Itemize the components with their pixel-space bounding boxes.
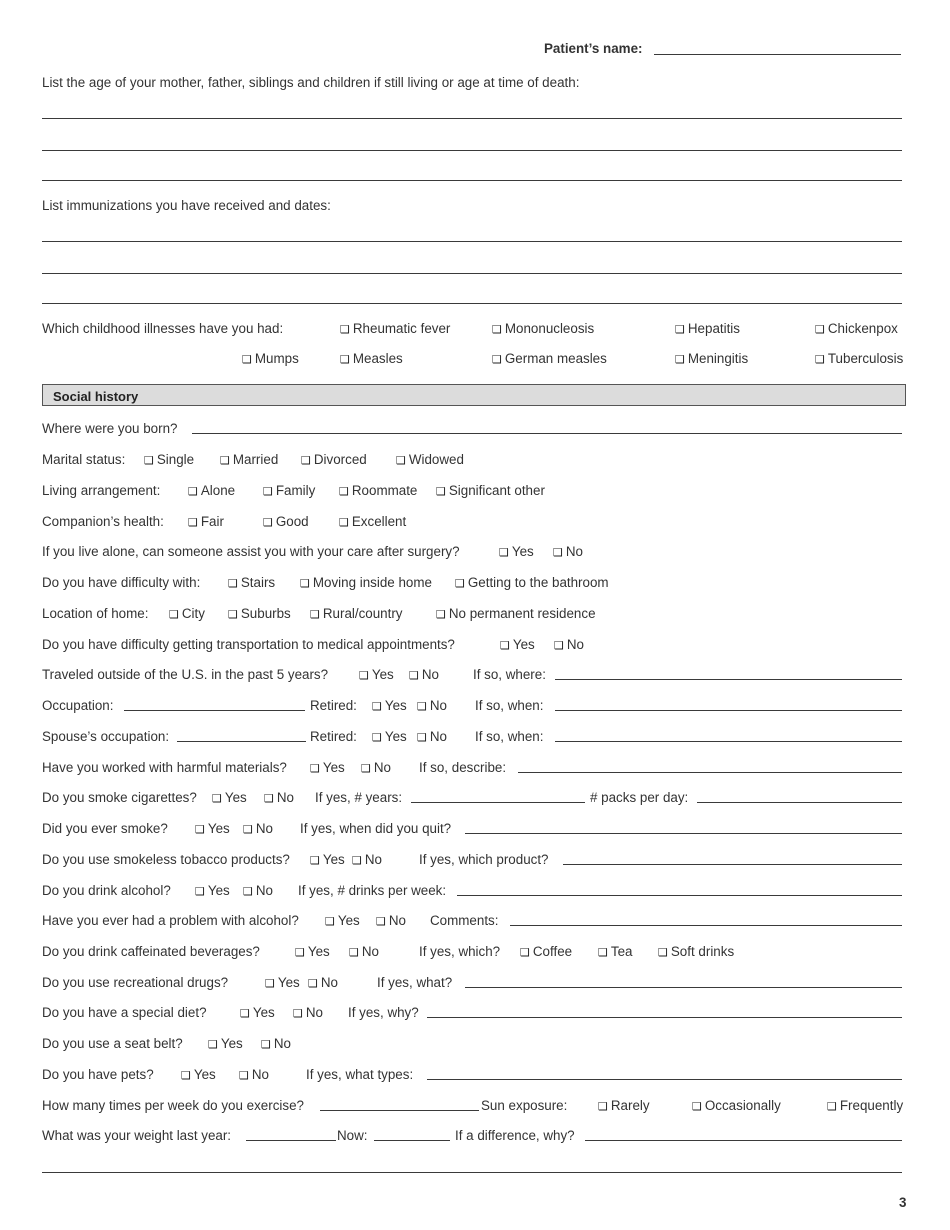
checkbox-transport-yes[interactable]: ❑ Yes xyxy=(500,637,535,652)
quit-label: If yes, when did you quit? xyxy=(300,821,452,836)
family-ages-line-2[interactable] xyxy=(42,150,902,151)
spouse-when-label: If so, when: xyxy=(475,729,544,744)
checkbox-transport-no[interactable]: ❑ No xyxy=(554,637,584,652)
checkbox-rural[interactable]: ❑ Rural/country xyxy=(310,606,403,621)
checkbox-icon: ❑ xyxy=(409,670,419,682)
diet-why-label: If yes, why? xyxy=(348,1005,419,1020)
checkbox-icon: ❑ xyxy=(417,732,427,744)
checkbox-diet-yes[interactable]: ❑ Yes xyxy=(240,1005,275,1020)
drinks-per-week-label: If yes, # drinks per week: xyxy=(298,883,447,898)
caffeine-label: Do you drink caffeinated beverages? xyxy=(42,944,260,959)
smoke-years-field[interactable] xyxy=(411,802,585,803)
occupation-label: Occupation: xyxy=(42,698,114,713)
checkbox-alcprob-no[interactable]: ❑ No xyxy=(376,913,406,928)
checkbox-fair[interactable]: ❑ Fair xyxy=(188,514,224,529)
spouse-occupation-label: Spouse’s occupation: xyxy=(42,729,170,744)
checkbox-retired-no[interactable]: ❑ No xyxy=(417,698,447,713)
pets-types-field[interactable] xyxy=(427,1079,902,1080)
checkbox-icon: ❑ xyxy=(658,947,668,959)
checkbox-icon: ❑ xyxy=(240,1008,250,1020)
travel-where-label: If so, where: xyxy=(473,667,546,682)
checkbox-icon: ❑ xyxy=(436,609,446,621)
spouse-occupation-field[interactable] xyxy=(177,741,306,742)
checkbox-measles[interactable]: ❑ Measles xyxy=(340,351,403,366)
drugs-label: Do you use recreational drugs? xyxy=(42,975,229,990)
checkbox-icon: ❑ xyxy=(554,640,564,652)
drugs-what-field[interactable] xyxy=(465,987,902,988)
checkbox-icon: ❑ xyxy=(417,701,427,713)
patient-name-field[interactable] xyxy=(654,54,901,55)
checkbox-icon: ❑ xyxy=(310,855,320,867)
childhood-illness-prompt: Which childhood illnesses have you had: xyxy=(42,321,284,336)
checkbox-drugs-no[interactable]: ❑ No xyxy=(308,975,338,990)
checkbox-icon: ❑ xyxy=(261,1039,271,1051)
immunizations-line-2[interactable] xyxy=(42,273,902,274)
checkbox-stairs[interactable]: ❑ Stairs xyxy=(228,575,276,590)
checkbox-tea[interactable]: ❑ Tea xyxy=(598,944,633,959)
checkbox-excellent[interactable]: ❑ Excellent xyxy=(339,514,407,529)
checkbox-alcohol-yes[interactable]: ❑ Yes xyxy=(195,883,230,898)
checkbox-smokeless-no[interactable]: ❑ No xyxy=(352,852,382,867)
checkbox-icon: ❑ xyxy=(325,916,335,928)
checkbox-icon: ❑ xyxy=(376,916,386,928)
checkbox-icon: ❑ xyxy=(675,354,685,366)
patient-name-label: Patient’s name: xyxy=(544,41,643,56)
travel-where-field[interactable] xyxy=(555,679,902,680)
location-label: Location of home: xyxy=(42,606,149,621)
immunizations-line-3[interactable] xyxy=(42,303,902,304)
checkbox-icon: ❑ xyxy=(293,1008,303,1020)
checkbox-suburbs[interactable]: ❑ Suburbs xyxy=(228,606,291,621)
checkbox-family[interactable]: ❑ Family xyxy=(263,483,316,498)
checkbox-icon: ❑ xyxy=(169,609,179,621)
checkbox-rheumatic-fever[interactable]: ❑ Rheumatic fever xyxy=(340,321,451,336)
assist-label: If you live alone, can someone assist you with your care after surgery? xyxy=(42,544,460,559)
ever-smoke-label: Did you ever smoke? xyxy=(42,821,168,836)
comments-label: Comments: xyxy=(430,913,499,928)
checkbox-icon: ❑ xyxy=(188,517,198,529)
checkbox-caffeine-yes[interactable]: ❑ Yes xyxy=(295,944,330,959)
checkbox-single[interactable]: ❑ Single xyxy=(144,452,195,467)
checkbox-soft-drinks[interactable]: ❑ Soft drinks xyxy=(658,944,735,959)
checkbox-caffeine-no[interactable]: ❑ No xyxy=(349,944,379,959)
checkbox-icon: ❑ xyxy=(295,947,305,959)
checkbox-significant-other[interactable]: ❑ Significant other xyxy=(436,483,545,498)
checkbox-icon: ❑ xyxy=(310,609,320,621)
family-ages-prompt: List the age of your mother, father, siblings and children if still living or age at time of death: xyxy=(42,75,580,90)
harmful-label: Have you worked with harmful materials? xyxy=(42,760,287,775)
weight-label: What was your weight last year: xyxy=(42,1128,232,1143)
exercise-label: How many times per week do you exercise? xyxy=(42,1098,304,1113)
checkbox-icon: ❑ xyxy=(436,486,446,498)
checkbox-icon: ❑ xyxy=(228,578,238,590)
checkbox-no-permanent-residence[interactable]: ❑ No permanent residence xyxy=(436,606,596,621)
occupation-field[interactable] xyxy=(124,710,305,711)
checkbox-icon: ❑ xyxy=(352,855,362,867)
checkbox-coffee[interactable]: ❑ Coffee xyxy=(520,944,573,959)
checkbox-icon: ❑ xyxy=(349,947,359,959)
immunizations-prompt: List immunizations you have received and dates: xyxy=(42,198,331,213)
checkbox-harmful-no[interactable]: ❑ No xyxy=(361,760,391,775)
weight-why-line-2[interactable] xyxy=(42,1172,902,1173)
checkbox-icon: ❑ xyxy=(553,547,563,559)
checkbox-icon: ❑ xyxy=(361,763,371,775)
checkbox-icon: ❑ xyxy=(359,670,369,682)
checkbox-mononucleosis[interactable]: ❑ Mononucleosis xyxy=(492,321,595,336)
checkbox-icon: ❑ xyxy=(827,1101,837,1113)
checkbox-alone[interactable]: ❑ Alone xyxy=(188,483,236,498)
smokeless-label: Do you use smokeless tobacco products? xyxy=(42,852,290,867)
checkbox-good[interactable]: ❑ Good xyxy=(263,514,309,529)
checkbox-icon: ❑ xyxy=(300,578,310,590)
seatbelt-label: Do you use a seat belt? xyxy=(42,1036,183,1051)
checkbox-icon: ❑ xyxy=(372,701,382,713)
diet-label: Do you have a special diet? xyxy=(42,1005,207,1020)
checkbox-icon: ❑ xyxy=(598,1101,608,1113)
checkbox-icon: ❑ xyxy=(455,578,465,590)
checkbox-icon: ❑ xyxy=(242,354,252,366)
checkbox-icon: ❑ xyxy=(340,354,350,366)
checkbox-chickenpox[interactable]: ❑ Chickenpox xyxy=(815,321,898,336)
checkbox-icon: ❑ xyxy=(263,517,273,529)
checkbox-drugs-yes[interactable]: ❑ Yes xyxy=(265,975,300,990)
checkbox-icon: ❑ xyxy=(263,486,273,498)
checkbox-german-measles[interactable]: ❑ German measles xyxy=(492,351,607,366)
checkbox-alcohol-no[interactable]: ❑ No xyxy=(243,883,273,898)
checkbox-icon: ❑ xyxy=(181,1070,191,1082)
family-ages-line-1[interactable] xyxy=(42,118,902,119)
page-number: 3 xyxy=(899,1195,907,1210)
checkbox-pets-no[interactable]: ❑ No xyxy=(239,1067,269,1082)
smoke-label: Do you smoke cigarettes? xyxy=(42,790,197,805)
checkbox-alcprob-yes[interactable]: ❑ Yes xyxy=(325,913,360,928)
checkbox-harmful-yes[interactable]: ❑ Yes xyxy=(310,760,345,775)
transport-label: Do you have difficulty getting transportation to medical appointments? xyxy=(42,637,455,652)
occupation-when-label: If so, when: xyxy=(475,698,544,713)
checkbox-icon: ❑ xyxy=(372,732,382,744)
difficulty-label: Do you have difficulty with: xyxy=(42,575,201,590)
pets-types-label: If yes, what types: xyxy=(306,1067,414,1082)
checkbox-smoke-yes[interactable]: ❑ Yes xyxy=(212,790,247,805)
checkbox-icon: ❑ xyxy=(815,324,825,336)
checkbox-icon: ❑ xyxy=(195,886,205,898)
quit-field[interactable] xyxy=(465,833,902,834)
checkbox-eversmoke-yes[interactable]: ❑ Yes xyxy=(195,821,230,836)
alcohol-label: Do you drink alcohol? xyxy=(42,883,171,898)
checkbox-roommate[interactable]: ❑ Roommate xyxy=(339,483,418,498)
checkbox-smoke-no[interactable]: ❑ No xyxy=(264,790,294,805)
checkbox-icon: ❑ xyxy=(492,324,502,336)
checkbox-assist-yes[interactable]: ❑ Yes xyxy=(499,544,534,559)
checkbox-icon: ❑ xyxy=(499,547,509,559)
checkbox-icon: ❑ xyxy=(675,324,685,336)
checkbox-icon: ❑ xyxy=(308,978,318,990)
checkbox-icon: ❑ xyxy=(243,824,253,836)
spouse-retired-label: Retired: xyxy=(310,729,357,744)
harmful-describe-field[interactable] xyxy=(518,772,902,773)
checkbox-widowed[interactable]: ❑ Widowed xyxy=(396,452,464,467)
checkbox-icon: ❑ xyxy=(520,947,530,959)
weight-last-year-field[interactable] xyxy=(246,1140,336,1141)
packs-per-day-field[interactable] xyxy=(697,802,902,803)
checkbox-meningitis[interactable]: ❑ Meningitis xyxy=(675,351,749,366)
occupation-when-field[interactable] xyxy=(555,710,902,711)
smoke-years-label: If yes, # years: xyxy=(315,790,403,805)
immunizations-line-1[interactable] xyxy=(42,241,902,242)
travel-label: Traveled outside of the U.S. in the past 5 years? xyxy=(42,667,329,682)
checkbox-married[interactable]: ❑ Married xyxy=(220,452,279,467)
checkbox-smokeless-yes[interactable]: ❑ Yes xyxy=(310,852,345,867)
checkbox-seatbelt-no[interactable]: ❑ No xyxy=(261,1036,291,1051)
checkbox-icon: ❑ xyxy=(188,486,198,498)
drugs-what-label: If yes, what? xyxy=(377,975,453,990)
weight-why-label: If a difference, why? xyxy=(455,1128,575,1143)
checkbox-icon: ❑ xyxy=(243,886,253,898)
checkbox-tuberculosis[interactable]: ❑ Tuberculosis xyxy=(815,351,904,366)
checkbox-frequently[interactable]: ❑ Frequently xyxy=(827,1098,904,1113)
checkbox-assist-no[interactable]: ❑ No xyxy=(553,544,583,559)
checkbox-icon: ❑ xyxy=(144,455,154,467)
checkbox-icon: ❑ xyxy=(220,455,230,467)
spouse-when-field[interactable] xyxy=(555,741,902,742)
weight-now-field[interactable] xyxy=(374,1140,450,1141)
checkbox-city[interactable]: ❑ City xyxy=(169,606,205,621)
checkbox-seatbelt-yes[interactable]: ❑ Yes xyxy=(208,1036,243,1051)
living-label: Living arrangement: xyxy=(42,483,161,498)
checkbox-spouse-retired-no[interactable]: ❑ No xyxy=(417,729,447,744)
checkbox-icon: ❑ xyxy=(598,947,608,959)
comments-field[interactable] xyxy=(510,925,902,926)
marital-label: Marital status: xyxy=(42,452,126,467)
checkbox-icon: ❑ xyxy=(208,1039,218,1051)
checkbox-pets-yes[interactable]: ❑ Yes xyxy=(181,1067,216,1082)
checkbox-eversmoke-no[interactable]: ❑ No xyxy=(243,821,273,836)
checkbox-icon: ❑ xyxy=(264,793,274,805)
checkbox-icon: ❑ xyxy=(239,1070,249,1082)
sun-exposure-label: Sun exposure: xyxy=(481,1098,568,1113)
checkbox-spouse-retired-yes[interactable]: ❑ Yes xyxy=(372,729,407,744)
caffeine-which-label: If yes, which? xyxy=(419,944,501,959)
packs-per-day-label: # packs per day: xyxy=(590,790,689,805)
section-title: Social history xyxy=(53,389,139,404)
checkbox-icon: ❑ xyxy=(228,609,238,621)
occupation-retired-label: Retired: xyxy=(310,698,357,713)
checkbox-icon: ❑ xyxy=(396,455,406,467)
weight-now-label: Now: xyxy=(337,1128,368,1143)
checkbox-icon: ❑ xyxy=(195,824,205,836)
checkbox-icon: ❑ xyxy=(340,324,350,336)
checkbox-icon: ❑ xyxy=(692,1101,702,1113)
checkbox-occasionally[interactable]: ❑ Occasionally xyxy=(692,1098,781,1113)
checkbox-diet-no[interactable]: ❑ No xyxy=(293,1005,323,1020)
born-field[interactable] xyxy=(192,433,902,434)
checkbox-icon: ❑ xyxy=(310,763,320,775)
checkbox-retired-yes[interactable]: ❑ Yes xyxy=(372,698,407,713)
checkbox-icon: ❑ xyxy=(212,793,222,805)
companion-label: Companion’s health: xyxy=(42,514,164,529)
alcohol-problem-label: Have you ever had a problem with alcohol? xyxy=(42,913,299,928)
weight-why-field[interactable] xyxy=(585,1140,902,1141)
born-label: Where were you born? xyxy=(42,421,178,436)
family-ages-line-3[interactable] xyxy=(42,180,902,181)
drinks-per-week-field[interactable] xyxy=(457,895,902,896)
checkbox-icon: ❑ xyxy=(265,978,275,990)
checkbox-bathroom[interactable]: ❑ Getting to the bathroom xyxy=(455,575,609,590)
checkbox-travel-yes[interactable]: ❑ Yes xyxy=(359,667,394,682)
checkbox-travel-no[interactable]: ❑ No xyxy=(409,667,439,682)
checkbox-divorced[interactable]: ❑ Divorced xyxy=(301,452,367,467)
checkbox-moving-inside-home[interactable]: ❑ Moving inside home xyxy=(300,575,432,590)
smokeless-product-field[interactable] xyxy=(563,864,902,865)
smokeless-product-label: If yes, which product? xyxy=(419,852,549,867)
checkbox-icon: ❑ xyxy=(815,354,825,366)
checkbox-rarely[interactable]: ❑ Rarely xyxy=(598,1098,650,1113)
checkbox-icon: ❑ xyxy=(339,517,349,529)
social-history-header xyxy=(42,384,906,406)
checkbox-icon: ❑ xyxy=(339,486,349,498)
checkbox-icon: ❑ xyxy=(492,354,502,366)
exercise-field[interactable] xyxy=(320,1110,479,1111)
checkbox-hepatitis[interactable]: ❑ Hepatitis xyxy=(675,321,740,336)
harmful-describe-label: If so, describe: xyxy=(419,760,507,775)
diet-why-field[interactable] xyxy=(427,1017,902,1018)
checkbox-icon: ❑ xyxy=(500,640,510,652)
pets-label: Do you have pets? xyxy=(42,1067,154,1082)
checkbox-icon: ❑ xyxy=(301,455,311,467)
checkbox-mumps[interactable]: ❑ Mumps xyxy=(242,351,299,366)
